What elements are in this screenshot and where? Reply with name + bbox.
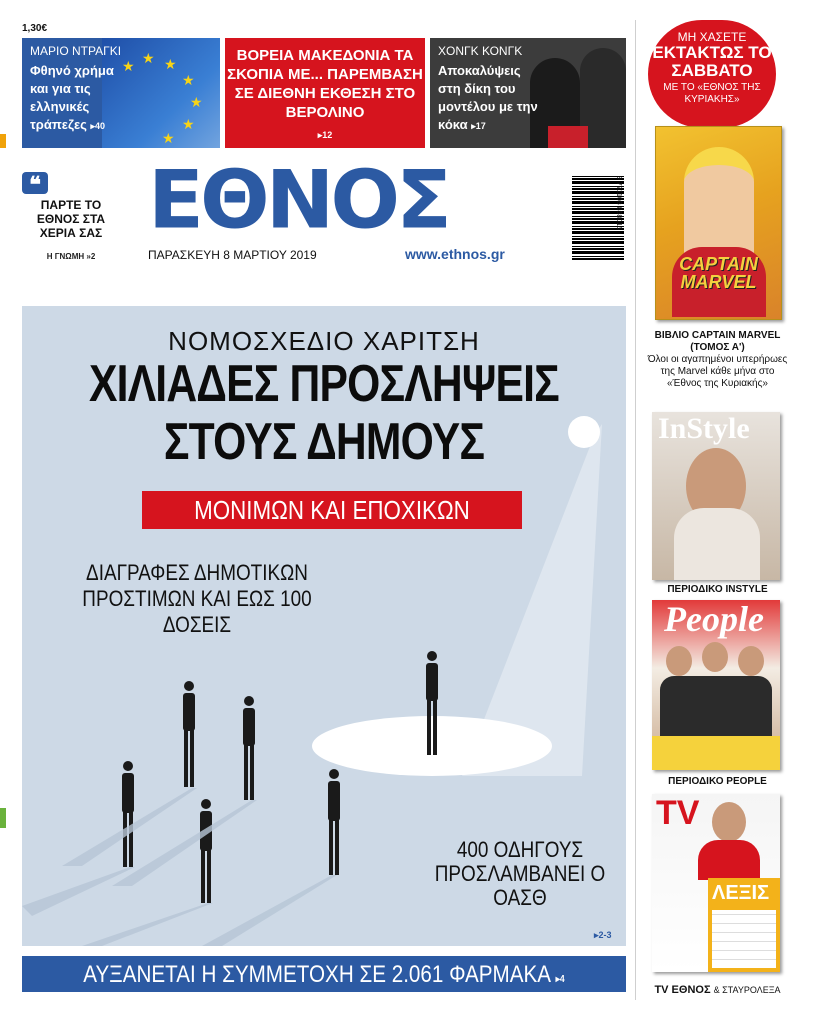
magazine-caption: ΠΕΡΙΟΔΙΚΟ PEOPLE [668,776,767,787]
page-ref: ▸40 [90,121,106,131]
figures [122,651,438,903]
accent-mark [0,808,6,828]
instyle-magazine[interactable] [652,412,780,580]
crossword-logo: ΛΕΞΙΣ [712,882,770,904]
page-ref: ▸17 [471,121,486,131]
opinion-promo[interactable]: ΠΑΡΤΕ ΤΟ ΕΘΝΟΣ ΣΤΑ ΧΕΡΙΑ ΣΑΣ [36,198,106,240]
badge-text: ΜΗ ΧΑΣΕΤΕ [677,30,747,44]
deck-fines: ΔΙΑΓΡΑΦΕΣ ΔΗΜΟΤΙΚΩΝ ΠΡΟΣΤΙΜΩΝ ΚΑΙ ΕΩΣ 100 ΔΟΣΕΙΣ [82,560,312,637]
magazine-logo: People [664,600,764,639]
cover-dress [698,840,760,880]
crossword-cover [708,878,780,972]
opinion-page-ref: Η ΓΝΩΜΗ »2 [46,252,96,261]
teaser-north-macedonia[interactable] [225,38,425,148]
teaser-kicker: ΧΟΝΓΚ ΚΟΝΓΚ [438,44,523,58]
cover-strap [652,736,780,770]
captain-marvel-book[interactable] [655,126,782,320]
teaser-text: ΒΟΡΕΙΑ ΜΑΚΕΔΟΝΙΑ ΤΑ ΣΚΟΠΙΑ ΜΕ... ΠΑΡΕΜΒΑΣΗ ΣΕ ΔΙΕΘΝΗ ΕΚΘΕΣΗ ΣΤΟ ΒΕΡΟΛΙΝΟ [227,47,423,121]
barcode-number: 9 771108 858015 [615,176,622,230]
eu-flag-image: ★ ★ ★ ★ ★ ★ ★ [102,38,220,148]
figure [122,761,134,867]
shadows [22,788,337,946]
magazine-caption: TV ΕΘΝΟΣ & ΣΤΑΥΡΟΛΕΞΑ [654,984,781,996]
red-skirt [548,126,588,148]
issue-date: ΠΑΡΑΣΚΕΥΗ 8 ΜΑΡΤΙΟΥ 2019 [148,248,317,262]
cover-outfits [660,676,772,736]
cover-face [712,802,746,842]
teaser-hong-kong[interactable] [430,38,626,148]
figure [183,681,195,787]
badge-text: ΜΕ ΤΟ «ΕΘΝΟΣ ΤΗΣ ΚΥΡΙΑΚΗΣ» [663,82,761,105]
teaser-text: Αποκαλύψεις στη δίκη του μοντέλου με την κόκα ▸17 [438,63,538,132]
book-title: CAPTAIN MARVEL [679,254,758,292]
column-divider [635,20,636,1000]
cover-dress [674,508,760,580]
teaser-text: Φθηνό χρήμα και για τις ελληνικές τράπεζες ▸40 [30,63,114,132]
quote-icon: ❝ [22,172,48,194]
subhead: ΜΟΝΙΜΩΝ ΚΑΙ ΕΠΟΧΙΚΩΝ [194,495,470,525]
headline[interactable]: ΧΙΛΙΑΔΕΣ ΠΡΟΣΛΗΨΕΙΣ [89,355,559,413]
tv-ethnos-magazine[interactable] [652,794,780,972]
spotlight-circle [312,716,552,776]
deck-oasth: 400 ΟΔΗΓΟΥΣ ΠΡΟΣΛΑΜΒΑΝΕΙ Ο ΟΑΣΘ [434,837,606,910]
magazine-logo: InStyle [658,412,750,445]
badge-text: ΕΚΤΑΚΤΩΣ ΤΟ ΣΑΒΒΑΤΟ [652,43,772,80]
newspaper-logo[interactable]: ΕΘΝΟΣ [148,153,449,248]
cover-face [738,646,764,676]
page-ref: ▸12 [317,130,333,140]
headline[interactable]: ΣΤΟΥΣ ΔΗΜΟΥΣ [163,413,485,471]
website-link[interactable]: www.ethnos.gr [405,246,505,262]
figure [200,799,212,903]
story-kicker: ΝΟΜΟΣΧΕΔΙΟ ΧΑΡΙΤΣΗ [168,326,480,356]
teaser-kicker: ΜΑΡΙΟ ΝΤΡΑΓΚΙ [30,44,122,58]
page-ref: ▸2-3 [594,930,612,940]
accent-mark [0,134,6,148]
teaser-draghi[interactable] [22,38,220,148]
spotlight-lamp [568,416,600,448]
magazine-caption: ΠΕΡΙΟΔΙΚΟ INSTYLE [667,584,768,595]
cover-face [702,642,728,672]
figure [328,769,340,875]
magazine-logo: TV [656,794,700,832]
book-caption: ΒΙΒΛΙΟ CAPTAIN MARVEL (ΤΟΜΟΣ Α') Όλοι οι αγαπημένοι υπερήρωες της Marvel κάθε μήνα στο «Έθνος της Κυριακής» [647,330,788,389]
people-magazine[interactable] [652,600,780,770]
crossword-grid [712,910,776,968]
cover-face [666,646,692,676]
price-label: 1,30€ [22,23,48,34]
figure [243,696,255,800]
banner-text: ΑΥΞΑΝΕΤΑΙ Η ΣΥΜΜΕΤΟΧΗ ΣΕ 2.061 ΦΑΡΜΑΚΑ ▸4 [83,961,565,988]
page-ref: ▸4 [555,974,565,985]
